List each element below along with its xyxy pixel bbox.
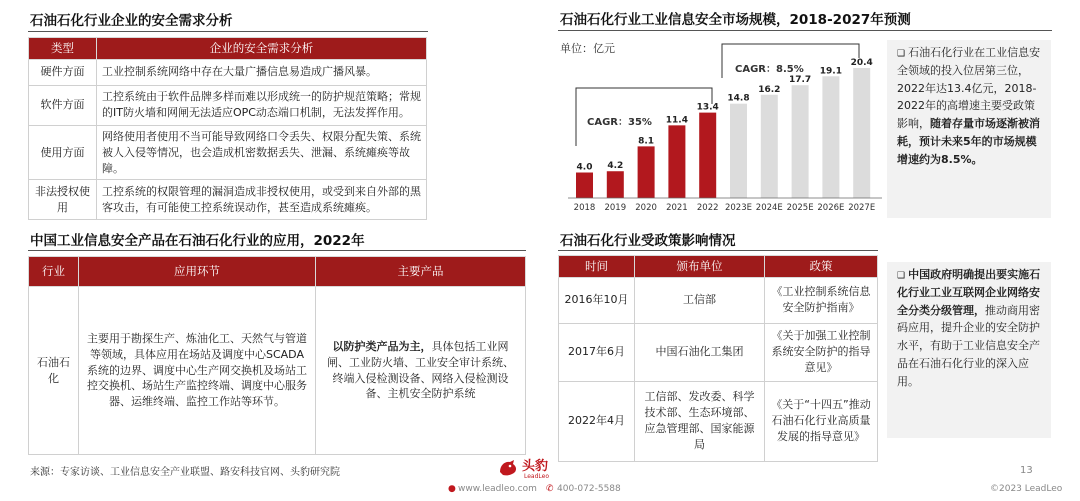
data-label: 4.2	[607, 161, 624, 172]
data-label: 19.1	[819, 66, 843, 77]
security-needs-table	[28, 37, 427, 220]
copyright: ©2023 LeadLeo	[990, 484, 1063, 494]
x-tick-label: 2020	[635, 203, 657, 213]
table-row	[29, 59, 427, 85]
x-tick-label: 2021	[666, 203, 688, 213]
x-tick-label: 2024E	[755, 203, 783, 213]
market-note	[887, 40, 1051, 218]
x-tick-label: 2027E	[848, 203, 876, 213]
table-row	[29, 85, 427, 125]
square-bullet-icon: ❑	[897, 271, 906, 281]
policy-note-bold: 中国政府明确提出要实施石化行业工业互联网企业网络安全分类分级管理，	[897, 268, 1041, 317]
policy-time: 2022年4月	[559, 381, 635, 461]
right-top-rule	[558, 30, 1052, 31]
bar-2026E	[822, 76, 839, 198]
row-text: 网络使用者使用不当可能导致网络口令丢失、权限分配失策、系统被人入侵等情况，也会造成机密数据丢失、泄漏、系统瘫痪等故障。	[97, 125, 427, 180]
data-label: 20.4	[850, 58, 873, 68]
policy-org: 中国石油化工集团	[635, 323, 765, 381]
x-tick-label: 2026E	[817, 203, 845, 213]
right-top-title: 石油石化行业工业信息安全市场规模，2018-2027年预测	[560, 12, 911, 28]
table-header-row	[29, 38, 427, 60]
x-tick-label: 2019	[604, 203, 627, 213]
cagr-label-forecast: CAGR：8.5%	[733, 60, 806, 75]
application-cell	[79, 287, 316, 455]
data-label: 16.2	[758, 84, 781, 95]
bar-2023E	[730, 104, 747, 198]
products-bold: 以防护类产品为主，	[332, 339, 432, 353]
bar-2018	[576, 173, 593, 198]
logo-name: 头豹	[522, 459, 549, 474]
policy-name: 《关于“十四五”推动石油石化行业高质量发展的指导意见》	[765, 381, 878, 461]
col-header-industry: 行业	[29, 257, 79, 287]
bar-2021	[668, 125, 685, 198]
right-bottom-rule	[558, 250, 878, 251]
policy-note	[887, 262, 1051, 438]
data-label: 17.7	[788, 75, 812, 86]
x-tick-label: 2018	[573, 203, 596, 213]
cagr-lines	[576, 44, 859, 146]
phone-number: 400-072-5588	[557, 484, 621, 494]
col-header-application: 应用环节	[79, 257, 316, 287]
chart-unit-label: 单位：亿元	[560, 42, 615, 55]
bar-2025E	[792, 85, 809, 198]
source-note: 来源：专家访谈、工业信息安全产业联盟、路安科技官网、头豹研究院	[30, 467, 340, 478]
col-header-products: 主要产品	[316, 257, 526, 287]
policy-time: 2017年6月	[559, 323, 635, 381]
data-label: 11.4	[665, 115, 689, 126]
policy-note-text: 推动商用密码应用，提升企业的安全防护水平，有助于工业信息安全产品在石油石化行业的深入应用。	[897, 303, 1040, 388]
row-text: 工控系统由于软件品牌多样而难以形成统一的防护规范策略；常规的IT防火墙和网闸无法适应OPC动态端口机制，无法发挥作用。	[97, 85, 427, 125]
page-number: 13	[1020, 465, 1033, 476]
bar-2019	[607, 171, 624, 198]
policy-name: 《关于加强工业控制系统安全防护的指导意见》	[765, 323, 878, 381]
right-bottom-title: 石油石化行业受政策影响情况	[560, 233, 736, 249]
table-row	[29, 125, 427, 180]
row-type: 软件方面	[29, 85, 97, 125]
products-cell	[316, 287, 526, 455]
bar-2022	[699, 113, 716, 198]
cagr-label-actual: CAGR：35%	[585, 113, 654, 128]
policy-org: 工信部	[635, 277, 765, 323]
x-tick-label: 2022	[696, 203, 719, 213]
x-tick-label: 2025E	[786, 203, 814, 213]
col-header-needs: 企业的安全需求分析	[97, 38, 427, 60]
product-application-table	[28, 256, 526, 455]
row-type: 非法授权使用	[29, 180, 97, 220]
policy-table	[558, 255, 878, 462]
row-text: 工业控制系统网络中存在大量广播信息易造成广播风暴。	[97, 59, 427, 85]
col-header-type: 类型	[29, 38, 97, 60]
table-header-row	[559, 256, 878, 278]
table-row	[559, 381, 878, 461]
col-header-policy: 政策	[765, 256, 878, 278]
col-header-time: 时间	[559, 256, 635, 278]
bar-2020	[638, 146, 655, 198]
note-text: 石油石化行业在工业信息安全领域的投入位居第三位，2022年达13.4亿元，2018-2022年的高增速主要受政策影响，	[897, 46, 1041, 131]
table-row	[559, 277, 878, 323]
policy-name: 《工业控制系统信息安全防护指南》	[765, 277, 878, 323]
website-link[interactable]: www.leadleo.com	[458, 484, 537, 494]
data-label: 13.4	[696, 102, 719, 113]
products-text: 具体包括工业网闸、工业防火墙、工业安全审计系统、终端入侵检测设备、网络入侵检测设备、主机安全防护系统	[327, 339, 514, 401]
col-header-org: 颁布单位	[635, 256, 765, 278]
application-text: 主要用于勘探生产、炼油化工、天然气与管道等领域，具体应用在场站及调度中心SCADA系统的边界、调度中心生产网交换机及场站工控交换机、场站生产监控终端、调度中心服务器、运维终端、监控工作站等环节。	[87, 331, 307, 409]
policy-time: 2016年10月	[559, 277, 635, 323]
table-header-row	[29, 257, 526, 287]
bar-group	[574, 58, 876, 213]
left-bottom-title: 中国工业信息安全产品在石油石化行业的应用，2022年	[30, 233, 365, 249]
data-label: 4.0	[576, 162, 593, 173]
logo-sub: LeadLeo	[524, 473, 550, 480]
left-bottom-rule	[28, 250, 526, 251]
phone-icon: ✆	[546, 484, 554, 494]
bar-2027E	[853, 68, 870, 198]
left-top-rule	[28, 31, 428, 32]
square-bullet-icon: ❑	[897, 49, 906, 59]
x-tick-label: 2023E	[724, 203, 753, 213]
policy-org: 工信部、发改委、科学技术部、生态环境部、应急管理部、国家能源局	[635, 381, 765, 461]
bar-2024E	[761, 95, 778, 198]
table-row	[29, 287, 526, 455]
data-label: 8.1	[638, 136, 655, 147]
row-type: 硬件方面	[29, 59, 97, 85]
leadleo-logo-icon	[497, 458, 519, 478]
left-top-title: 石油石化行业企业的安全需求分析	[30, 13, 233, 29]
industry-cell: 石油石化	[29, 287, 79, 455]
row-type: 使用方面	[29, 125, 97, 180]
table-row	[29, 180, 427, 220]
row-text: 工控系统的权限管理的漏洞造成非授权使用，或受到来自外部的黑客攻击，有可能使工控系统误动作，甚至造成系统瘫痪。	[97, 180, 427, 220]
note-bold-text: 随着存量市场逐渐被消耗，预计未来5年的市场规模增速约为8.5%。	[897, 117, 1040, 166]
table-row	[559, 323, 878, 381]
data-label: 14.8	[727, 93, 750, 104]
globe-icon: ●	[448, 484, 456, 494]
